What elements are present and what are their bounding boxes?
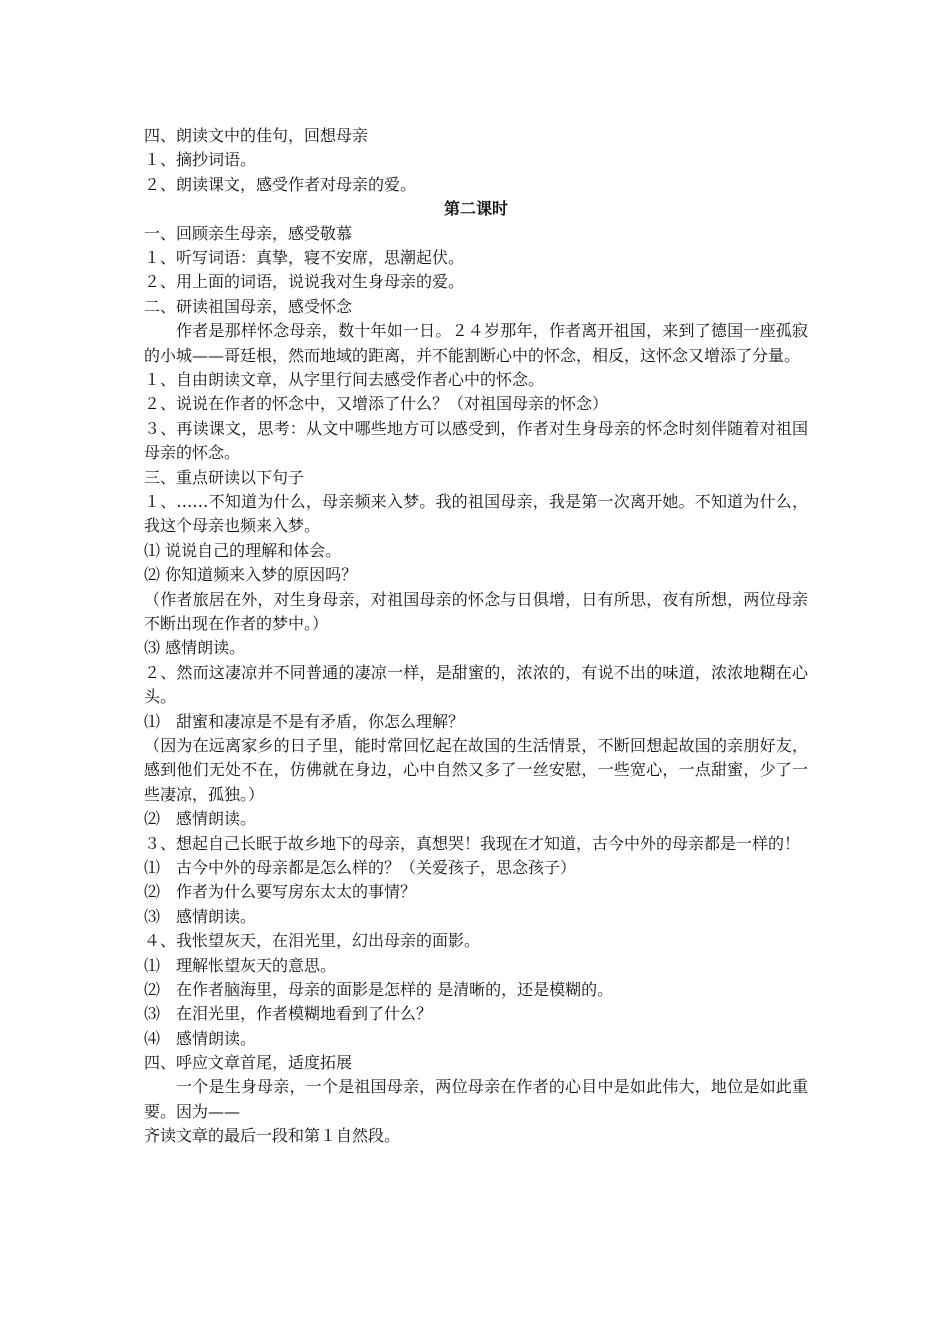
quote-item: １、……不知道为什么，母亲频来入梦。我的祖国母亲，我是第一次离开她。不知道为什么，我这个母亲也频来入梦。 [144, 491, 808, 536]
list-item: ２、用上面的词语，说说我对生身母亲的爱。 [144, 272, 465, 292]
quote-item: ３、想起自己长眠于故乡地下的母亲，真想哭！我现在才知道，古今中外的母亲都是一样的！ [144, 833, 801, 853]
list-item: １、摘抄词语。 [144, 150, 257, 170]
sub-item: ⑵ 在作者脑海里，母亲的面影是怎样的 是清晰的，还是模糊的。 [144, 979, 614, 999]
sub-item: ⑶ 感情朗读。 [144, 638, 246, 658]
sub-item: ⑴ 说说自己的理解和体会。 [144, 540, 342, 560]
sub-item: ⑴ 甜蜜和凄凉是不是有矛盾，你怎么理解？ [144, 711, 465, 731]
heading-section-one: 一、回顾亲生母亲，感受敬慕 [144, 223, 353, 243]
list-item: １、自由朗读文章，从字里行间去感受作者心中的怀念。 [144, 369, 545, 389]
paragraph: 作者是那样怀念母亲，数十年如一日。２４岁那年，作者离开祖国，来到了德国一座孤寂的小城——哥廷根，然而地域的距离，并不能割断心中的怀念，相反，这怀念又增添了分量。 [144, 321, 808, 365]
heading-section-four: 四、朗读文中的佳句，回想母亲 [144, 126, 369, 145]
sub-item: ⑶ 感情朗读。 [144, 906, 257, 926]
sub-item: ⑶ 在泪光里，作者模糊地看到了什么？ [144, 1004, 433, 1024]
lesson-title: 第二课时 [443, 199, 508, 219]
list-item: ２、朗读课文，感受作者对母亲的爱。 [144, 174, 417, 194]
sub-item: ⑴ 古今中外的母亲都是怎么样的？（关爱孩子，思念孩子） [144, 857, 577, 877]
list-item: １、听写词语：真挚，寝不安席，思潮起伏。 [144, 247, 465, 267]
document-page [144, 124, 808, 1149]
heading-section-two: 二、研读祖国母亲，感受怀念 [144, 296, 353, 316]
heading-section-three: 三、重点研读以下句子 [144, 467, 305, 487]
quote-item: ２、然而这凄凉并不同普通的凄凉一样，是甜蜜的，浓浓的，有说不出的味道，浓浓地糊在心头。 [144, 662, 808, 707]
sub-item: ⑴ 理解怅望灰天的意思。 [144, 955, 337, 975]
sub-item: ⑵ 你知道频来入梦的原因吗？ [144, 565, 358, 585]
list-item: ３、再读课文，思考：从文中哪些地方可以感受到，作者对生身母亲的怀念时刻伴随着对祖国母亲的怀念。 [144, 418, 808, 463]
answer-note: （作者旅居在外，对生身母亲，对祖国母亲的怀念与日俱增，日有所思，夜有所想，两位母亲不断出现在作者的梦中。） [144, 589, 808, 633]
answer-note: （因为在远离家乡的日子里，能时常回忆起在故国的生活情景，不断回想起故国的亲朋好友，感到他们无处不在，仿佛就在身边，心中自然又多了一丝安慰，一些宽心，一点甜蜜，少了一些凄凉，孤独。） [144, 735, 808, 804]
closing-line: 齐读文章的最后一段和第１自然段。 [144, 1126, 401, 1146]
quote-item: ４、我怅望灰天，在泪光里，幻出母亲的面影。 [144, 931, 481, 951]
list-item: ２、说说在作者的怀念中，又增添了什么？（对祖国母亲的怀念） [144, 394, 609, 414]
sub-item: ⑵ 感情朗读。 [144, 809, 257, 829]
sub-item: ⑷ 感情朗读。 [144, 1028, 257, 1048]
paragraph: 一个是生身母亲，一个是祖国母亲，两位母亲在作者的心目中是如此伟大，地位是如此重要。因为—— [144, 1077, 808, 1121]
sub-item: ⑵ 作者为什么要写房东太太的事情？ [144, 882, 417, 902]
heading-section-four-b: 四、呼应文章首尾，适度拓展 [144, 1053, 353, 1073]
